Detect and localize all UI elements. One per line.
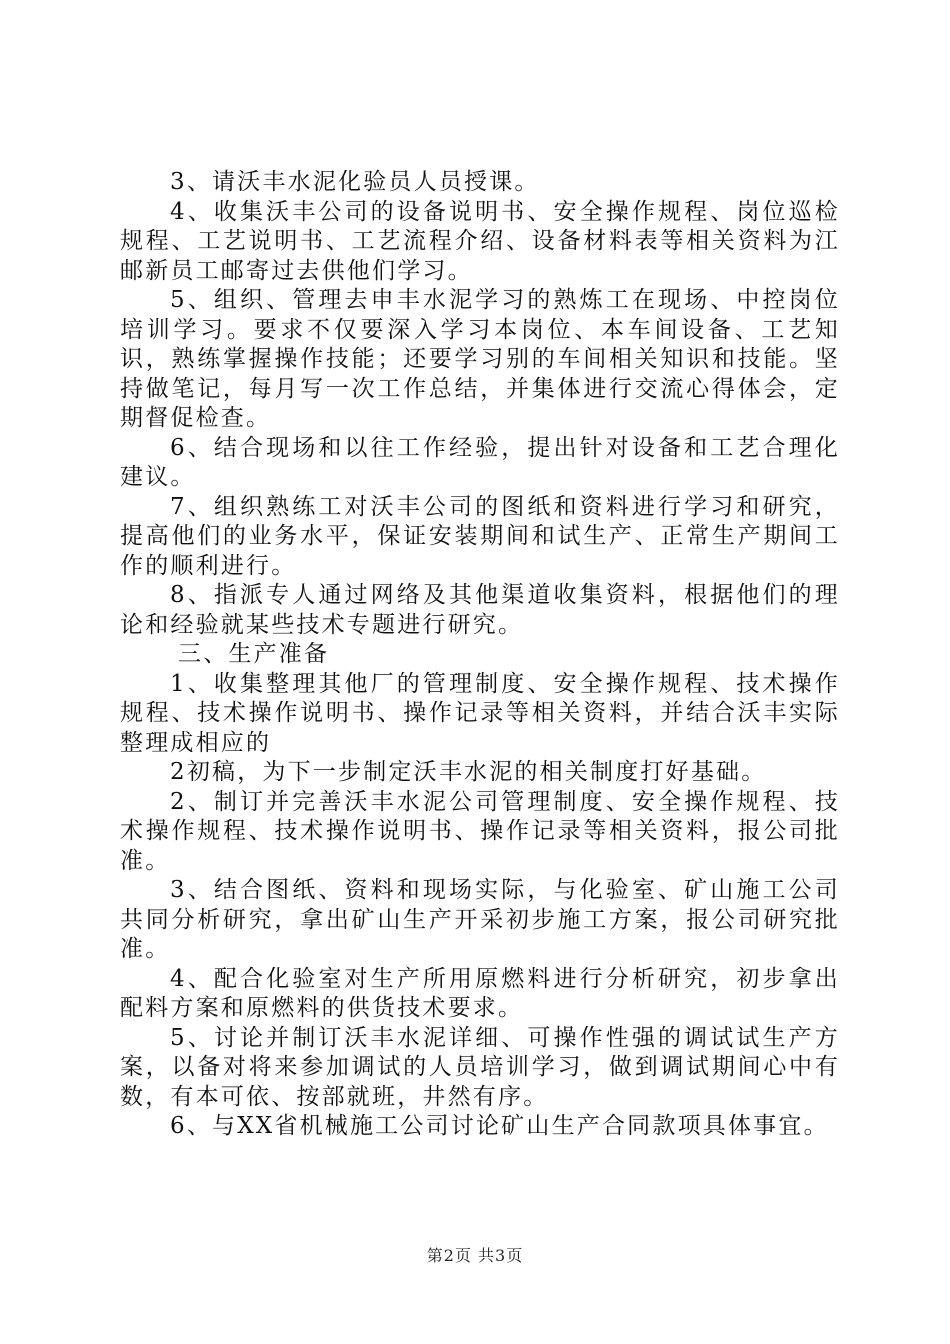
paragraph-prod-3-mining-plan: 3、结合图纸、资料和现场实际，与化验室、矿山施工公司共同分析研究，拿出矿山生产开采初步施工方案，报公司研究批准。 bbox=[120, 877, 840, 962]
paragraph-item-7-study-drawings: 7、组织熟练工对沃丰公司的图纸和资料进行学习和研究，提高他们的业务水平，保证安装期间和试生产、正常生产期间工作的顺利进行。 bbox=[120, 493, 840, 579]
paragraph-item-8-research: 8、指派专人通过网络及其他渠道收集资料，根据他们的理论和经验就某些技术专题进行研究。 bbox=[120, 582, 840, 638]
paragraph-prod-5-commissioning-plan: 5、讨论并制订沃丰水泥详细、可操作性强的调试试生产方案，以备对将来参加调试的人员培训学习，做到调试期间心中有数，有本可依、按部就班，井然有序。 bbox=[120, 1024, 840, 1110]
paragraph-item-4-collect-manuals: 4、收集沃丰公司的设备说明书、安全操作规程、岗位巡检规程、工艺说明书、工艺流程介绍、设备材料表等相关资料为江邮新员工邮寄过去供他们学习。 bbox=[120, 198, 840, 284]
paragraph-item-6-suggestions: 6、结合现场和以往工作经验，提出针对设备和工艺合理化建议。 bbox=[120, 434, 840, 490]
paragraph-prod-2-establish-rules: 2、制订并完善沃丰水泥公司管理制度、安全操作规程、技术操作规程、技术操作说明书、操作记录等相关资料，报公司批准。 bbox=[120, 788, 840, 874]
document-body bbox=[120, 168, 840, 1142]
paragraph-prod-1-collect-rules: 1、收集整理其他厂的管理制度、安全操作规程、技术操作规程、技术操作说明书、操作记录等相关资料，并结合沃丰实际整理成相应的 bbox=[120, 670, 840, 756]
page-number-footer: 第2页 共3页 bbox=[426, 1246, 524, 1265]
paragraph-item-3-lecture: 3、请沃丰水泥化验员人员授课。 bbox=[170, 169, 540, 195]
section-heading-production-prep: 三、生产准备 bbox=[178, 641, 330, 667]
paragraph-item-5-organize-training: 5、组织、管理去申丰水泥学习的熟炼工在现场、中控岗位培训学习。要求不仅要深入学习本岗位、本车间设备、工艺知识，熟练掌握操作技能；还要学习别的车间相关知识和技能。坚持做笔记，每月写一次工作总结，并集体进行交流心得体会，定期督促检查。 bbox=[120, 287, 840, 431]
paragraph-prod-6-contract: 6、与XX省机械施工公司讨论矿山生产合同款项具体事宜。 bbox=[170, 1113, 829, 1139]
paragraph-prod-4-raw-materials: 4、配合化验室对生产所用原燃料进行分析研究，初步拿出配料方案和原燃料的供货技术要求。 bbox=[120, 965, 840, 1021]
paragraph-prod-draft: 2初稿，为下一步制定沃丰水泥的相关制度打好基础。 bbox=[170, 759, 767, 785]
